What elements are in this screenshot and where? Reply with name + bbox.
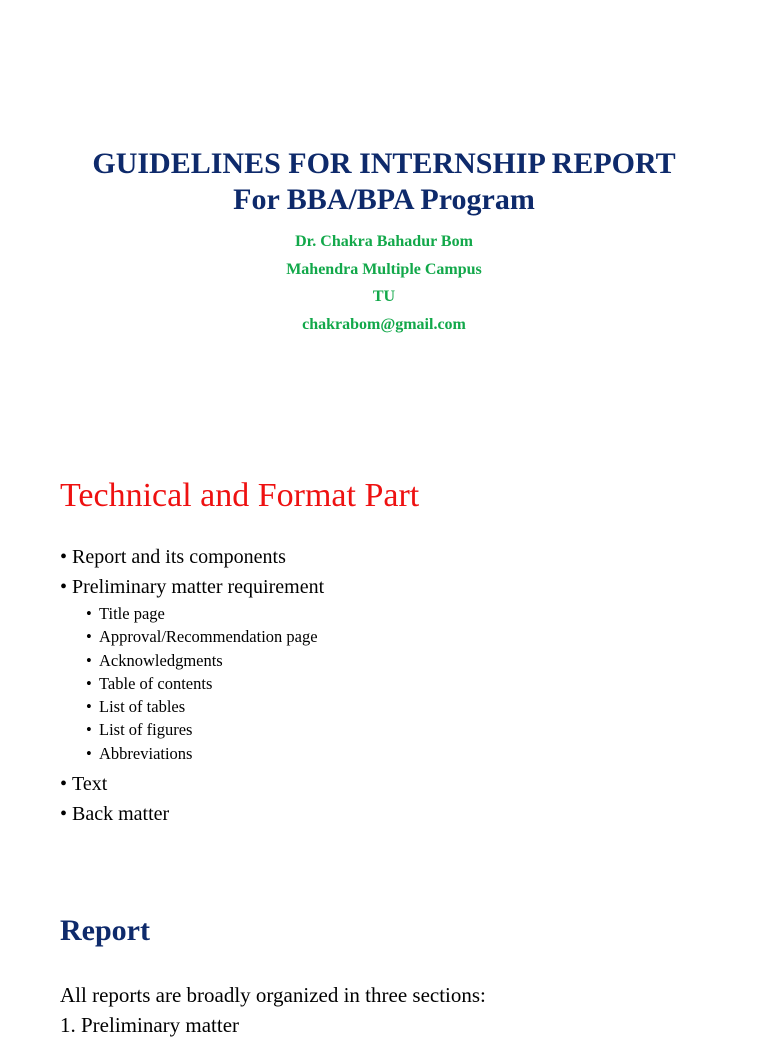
bullet-item bbox=[60, 799, 750, 829]
bullet-text: Text bbox=[72, 773, 108, 796]
bullet-text: Report and its components bbox=[72, 546, 286, 568]
sub-bullet-text: Table of contents bbox=[99, 673, 213, 693]
sub-bullet-text: List of figures bbox=[99, 720, 193, 740]
bullet-list bbox=[60, 542, 750, 829]
sub-bullet-text: Acknowledgments bbox=[99, 650, 223, 670]
author-email: chakrabom@gmail.com bbox=[302, 315, 466, 333]
report-section bbox=[60, 910, 750, 1040]
numbered-item: 1. Preliminary matter bbox=[60, 1013, 240, 1037]
section-intro: All reports are broadly organized in three sections: bbox=[60, 983, 486, 1007]
title-block bbox=[0, 146, 768, 338]
sub-bullet-item bbox=[86, 742, 750, 765]
numbered-list bbox=[60, 1010, 750, 1040]
document-subtitle: For BBA/BPA Program bbox=[233, 183, 535, 216]
bullet-item bbox=[60, 542, 750, 572]
sub-bullet-item bbox=[86, 695, 750, 718]
sub-bullet-text: Abbreviations bbox=[99, 743, 193, 763]
author-campus: Mahendra Multiple Campus bbox=[286, 260, 482, 278]
author-university: TU bbox=[372, 288, 396, 305]
section-heading: Technical and Format Part bbox=[60, 477, 420, 514]
bullet-item bbox=[60, 572, 750, 765]
sub-bullet-item bbox=[86, 625, 750, 648]
sub-bullet-text: Approval/Recommendation page bbox=[99, 627, 318, 647]
sub-bullet-text: Title page bbox=[99, 604, 165, 623]
section-heading: Report bbox=[60, 914, 150, 947]
sub-bullet-item bbox=[86, 718, 750, 741]
document-title: GUIDELINES FOR INTERNSHIP REPORT bbox=[92, 147, 676, 180]
sub-bullet-item bbox=[86, 602, 750, 625]
bullet-text: Back matter bbox=[72, 803, 170, 826]
sub-bullet-item bbox=[86, 672, 750, 695]
technical-format-section bbox=[60, 474, 750, 829]
sub-bullet-list bbox=[86, 602, 750, 765]
bullet-text: Preliminary matter requirement bbox=[72, 576, 325, 598]
bullet-item bbox=[60, 769, 750, 799]
sub-bullet-text: List of tables bbox=[99, 697, 186, 717]
author-name: Dr. Chakra Bahadur Bom bbox=[295, 233, 473, 250]
sub-bullet-item bbox=[86, 649, 750, 672]
